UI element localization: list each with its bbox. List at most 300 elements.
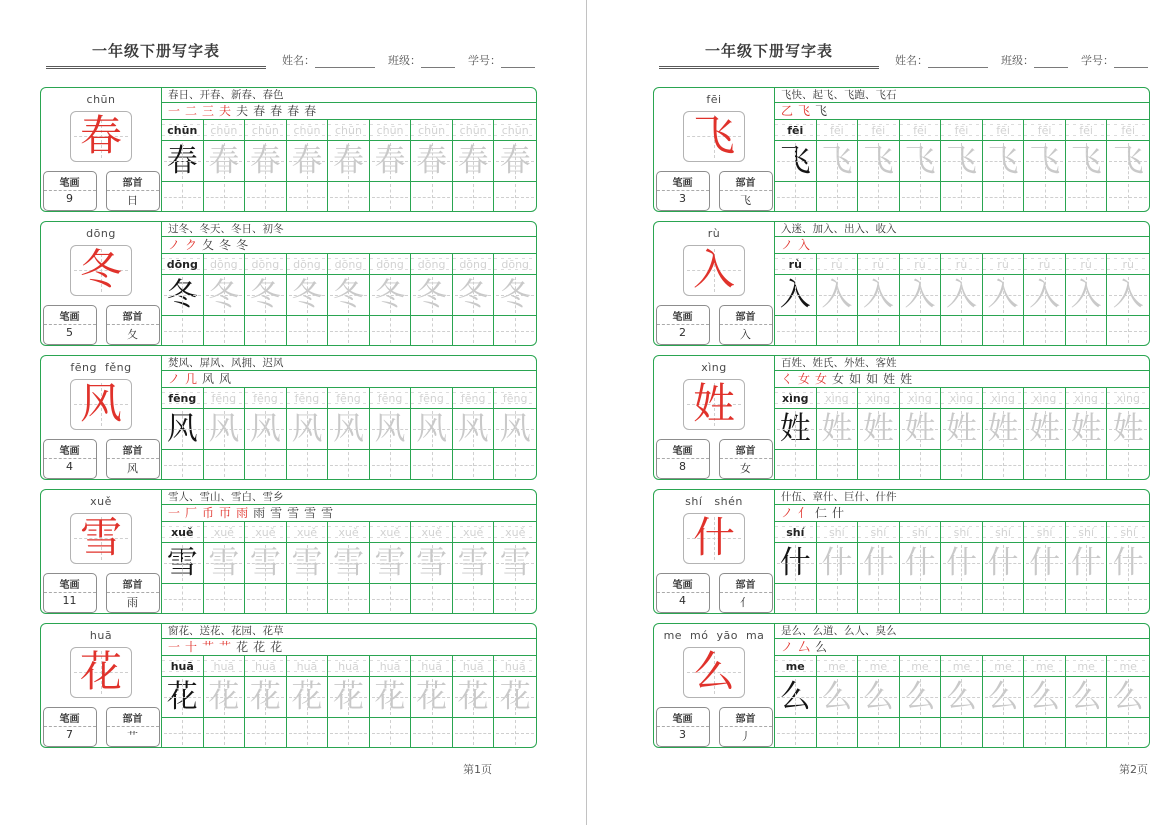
stroke-order-row: [162, 371, 536, 388]
main-character: 春: [79, 111, 122, 161]
char-cell: 入: [900, 275, 942, 315]
character-block-dong: [40, 221, 537, 346]
stroke-step: 帀: [219, 506, 232, 520]
char-cell: 么: [858, 677, 900, 717]
practice-cell: [370, 316, 412, 345]
info-row: [43, 439, 160, 479]
char-cell: 花: [494, 677, 536, 717]
char-cell: 姓: [858, 409, 900, 449]
practice-cell: [983, 182, 1025, 211]
stroke-count-value: 2: [679, 326, 686, 339]
stroke-step: 雨: [236, 506, 249, 520]
stroke-count-label: 笔画: [44, 574, 96, 593]
char-cell: 飞: [775, 141, 817, 181]
practice-cell: [900, 450, 942, 479]
practice-cell: [1066, 316, 1108, 345]
name-label: 姓名：: [895, 54, 928, 67]
char-cell: 飞: [1066, 141, 1108, 181]
pinyin-cell: rù: [1024, 254, 1066, 274]
character-block-fei: [653, 87, 1150, 212]
practice-cell: [941, 316, 983, 345]
pinyin-cell: xìng: [1066, 388, 1108, 408]
left-panel: [654, 88, 774, 211]
practice-cell: [287, 718, 329, 747]
pinyin-label: xìng: [701, 361, 727, 374]
stroke-count-value: 3: [679, 728, 686, 741]
stroke-count-label: 笔画: [44, 708, 96, 727]
character-box: [683, 513, 745, 565]
stroke-count-box: [43, 171, 97, 211]
radical-value: 丿: [740, 730, 751, 743]
practice-cell: [370, 450, 412, 479]
practice-cell: [453, 718, 495, 747]
stroke-step: 几: [185, 372, 198, 386]
info-row: [656, 707, 773, 747]
pinyin-cell: fēi: [983, 120, 1025, 140]
stroke-step: 二: [185, 104, 198, 118]
radical-label: 部首: [720, 708, 772, 727]
char-cell: 花: [162, 677, 204, 717]
class-blank: [1034, 56, 1068, 68]
practice-cell: [1024, 450, 1066, 479]
stroke-step: 一: [168, 506, 181, 520]
pinyin-cell: xuě: [328, 522, 370, 542]
practice-cell: [1066, 182, 1108, 211]
practice-cell: [370, 584, 412, 613]
stroke-step: 亻: [798, 506, 811, 520]
stroke-step: 飞: [798, 104, 811, 118]
char-cell: 什: [941, 543, 983, 583]
practice-cell: [983, 316, 1025, 345]
stroke-step: 花: [236, 640, 249, 654]
practice-cell: [411, 718, 453, 747]
radical-box: [719, 573, 773, 613]
stroke-step: 风: [219, 372, 232, 386]
char-cell: 雪: [328, 543, 370, 583]
title-underline: [46, 40, 266, 69]
character-box: [683, 245, 745, 297]
practice-cell: [900, 182, 942, 211]
pinyin-cell: fēng: [370, 388, 412, 408]
practice-cell: [983, 450, 1025, 479]
practice-cell: [941, 584, 983, 613]
char-cell: 花: [411, 677, 453, 717]
char-cell: 花: [245, 677, 287, 717]
stroke-count-box: [656, 171, 710, 211]
stroke-order-row: [162, 237, 536, 254]
char-cell: 春: [453, 141, 495, 181]
stroke-count-box: [43, 573, 97, 613]
pinyin-cell: huā: [245, 656, 287, 676]
practice-cell: [328, 718, 370, 747]
stroke-count-box: [656, 573, 710, 613]
stroke-step: 雪: [304, 506, 317, 520]
stroke-step: 春: [270, 104, 283, 118]
stroke-step: 夫: [236, 104, 249, 118]
practice-grid: [161, 356, 536, 479]
pinyin-label: fēi: [706, 93, 722, 106]
practice-cell: [453, 584, 495, 613]
main-character: 冬: [79, 245, 122, 295]
char-cell: 入: [817, 275, 859, 315]
pinyin-cell: dōng: [453, 254, 495, 274]
practice-cell: [245, 450, 287, 479]
practice-cell: [858, 718, 900, 747]
practice-cell: [817, 718, 859, 747]
pinyin-cell: xuě: [287, 522, 329, 542]
pinyin-cell: fēi: [1107, 120, 1149, 140]
stroke-count-value: 9: [66, 192, 73, 205]
char-cell: 冬: [370, 275, 412, 315]
pinyin-cell: fēng: [494, 388, 536, 408]
practice-cell: [370, 718, 412, 747]
char-cell: 飞: [1024, 141, 1066, 181]
class-label: 班级：: [388, 54, 421, 67]
char-cell: 春: [287, 141, 329, 181]
char-cell: 雪: [162, 543, 204, 583]
pinyin-cell: xìng: [900, 388, 942, 408]
radical-label: 部首: [720, 440, 772, 459]
practice-cell: [287, 316, 329, 345]
student-id-field: [1081, 52, 1148, 68]
stroke-step: 雨: [253, 506, 266, 520]
stroke-step: ノ: [781, 640, 794, 654]
stroke-order-row: [775, 639, 1149, 656]
radical-box: [719, 439, 773, 479]
practice-cell: [1107, 584, 1149, 613]
char-cell: 入: [1107, 275, 1149, 315]
char-cell: 冬: [204, 275, 246, 315]
stroke-step: く: [781, 372, 794, 386]
practice-cell: [858, 450, 900, 479]
example-words: 春日、开春、新春、春色: [162, 88, 536, 103]
practice-grid: [161, 490, 536, 613]
pinyin-cell: me: [817, 656, 859, 676]
practice-cell: [453, 450, 495, 479]
stroke-step: ノ: [781, 238, 794, 252]
stroke-count-label: 笔画: [44, 440, 96, 459]
info-row: [43, 305, 160, 345]
pinyin-cell: me: [900, 656, 942, 676]
char-cell: 花: [328, 677, 370, 717]
pinyin-cell: dōng: [287, 254, 329, 274]
practice-cell: [411, 182, 453, 211]
char-cell: 冬: [494, 275, 536, 315]
stroke-step: 入: [798, 238, 811, 252]
pinyin-cell: xìng: [817, 388, 859, 408]
page-title: 一年级下册写字表: [704, 42, 833, 60]
practice-cell: [328, 182, 370, 211]
pinyin-row: [775, 388, 1149, 409]
page-header: [653, 0, 1150, 87]
pinyin-cell: rù: [858, 254, 900, 274]
practice-cell: [775, 718, 817, 747]
left-panel: [654, 222, 774, 345]
char-cell: 入: [1024, 275, 1066, 315]
radical-value: 女: [740, 462, 751, 475]
radical-box: [106, 305, 160, 345]
stroke-order-row: [162, 639, 536, 656]
radical-label: 部首: [107, 306, 159, 325]
stroke-count-value: 7: [66, 728, 73, 741]
empty-practice-row: [162, 182, 536, 211]
pinyin-cell: xìng: [941, 388, 983, 408]
stroke-count-label: 笔画: [657, 172, 709, 191]
character-block-shi: [653, 489, 1150, 614]
name-fields: [895, 52, 1148, 68]
stroke-step: 飞: [815, 104, 828, 118]
pinyin-cell: rù: [983, 254, 1025, 274]
character-block-xue: [40, 489, 537, 614]
page-number: 第1页: [463, 763, 492, 776]
name-fields: [282, 52, 535, 68]
trace-row: [162, 543, 536, 584]
stroke-count-value: 4: [679, 594, 686, 607]
pinyin-row: [775, 254, 1149, 275]
stroke-step: 厂: [185, 506, 198, 520]
stroke-step: 姓: [883, 372, 896, 386]
pinyin-cell: xuě: [370, 522, 412, 542]
pinyin-cell: chūn: [494, 120, 536, 140]
radical-label: 部首: [107, 574, 159, 593]
main-character: 雪: [79, 513, 122, 563]
page-number: 第2页: [1119, 763, 1148, 776]
practice-cell: [453, 316, 495, 345]
trace-row: [775, 543, 1149, 584]
info-row: [656, 573, 773, 613]
char-cell: 么: [817, 677, 859, 717]
example-words: 入迷、加入、出入、收入: [775, 222, 1149, 237]
stroke-count-value: 11: [62, 594, 77, 607]
char-cell: 什: [983, 543, 1025, 583]
char-cell: 雪: [411, 543, 453, 583]
empty-practice-row: [775, 450, 1149, 479]
practice-grid: [774, 88, 1149, 211]
practice-cell: [941, 182, 983, 211]
pinyin-cell: rù: [1107, 254, 1149, 274]
pinyin-cell: xuě: [494, 522, 536, 542]
stroke-count-label: 笔画: [657, 440, 709, 459]
pinyin-row: [162, 656, 536, 677]
stroke-step: 么: [815, 640, 828, 654]
char-cell: 春: [162, 141, 204, 181]
name-blank: [315, 56, 375, 68]
pinyin-row: [775, 656, 1149, 677]
practice-cell: [900, 718, 942, 747]
practice-cell: [162, 450, 204, 479]
stroke-count-box: [43, 707, 97, 747]
radical-value: 艹: [127, 730, 138, 743]
practice-cell: [1066, 450, 1108, 479]
stroke-step: 币: [202, 506, 215, 520]
practice-cell: [287, 182, 329, 211]
char-cell: 入: [983, 275, 1025, 315]
char-cell: 冬: [245, 275, 287, 315]
radical-value: 入: [740, 328, 751, 341]
character-box: [70, 513, 132, 565]
stroke-step: 十: [185, 640, 198, 654]
info-row: [656, 439, 773, 479]
pinyin-cell: chūn: [287, 120, 329, 140]
character-box: [70, 111, 132, 163]
pinyin-cell: fēng: [411, 388, 453, 408]
practice-cell: [494, 718, 536, 747]
stroke-step: 雪: [321, 506, 334, 520]
character-block-chun: [40, 87, 537, 212]
char-cell: 风: [287, 409, 329, 449]
pinyin-cell: me: [858, 656, 900, 676]
practice-cell: [1107, 182, 1149, 211]
practice-cell: [494, 316, 536, 345]
pinyin-cell: chūn: [328, 120, 370, 140]
page-title: 一年级下册写字表: [91, 42, 220, 60]
practice-cell: [817, 316, 859, 345]
trace-row: [775, 141, 1149, 182]
char-cell: 冬: [328, 275, 370, 315]
stroke-step: 如: [866, 372, 879, 386]
practice-cell: [817, 182, 859, 211]
main-character: 么: [692, 647, 735, 697]
trace-row: [162, 677, 536, 718]
pinyin-cell: xuě: [245, 522, 287, 542]
character-block-feng: [40, 355, 537, 480]
char-cell: 风: [245, 409, 287, 449]
char-cell: 花: [370, 677, 412, 717]
pinyin-cell: fēng: [453, 388, 495, 408]
title-underline: [659, 40, 879, 69]
radical-box: [719, 707, 773, 747]
char-cell: 风: [453, 409, 495, 449]
stroke-step: 艹: [202, 640, 215, 654]
pinyin-cell: fēi: [858, 120, 900, 140]
practice-cell: [411, 316, 453, 345]
stroke-count-box: [43, 305, 97, 345]
practice-cell: [204, 718, 246, 747]
pinyin-cell: huā: [204, 656, 246, 676]
stroke-step: 姓: [900, 372, 913, 386]
left-panel: [654, 490, 774, 613]
main-character: 花: [79, 647, 122, 697]
stroke-order-row: [775, 103, 1149, 120]
pinyin-cell: xìng: [858, 388, 900, 408]
practice-cell: [204, 450, 246, 479]
student-id-label: 学号：: [1081, 54, 1114, 67]
practice-cell: [858, 584, 900, 613]
pinyin-cell: huā: [411, 656, 453, 676]
example-words: 百姓、姓氏、外姓、客姓: [775, 356, 1149, 371]
trace-row: [775, 409, 1149, 450]
radical-label: 部首: [107, 172, 159, 191]
practice-grid: [161, 624, 536, 747]
pinyin-cell: fēng: [204, 388, 246, 408]
char-cell: 什: [858, 543, 900, 583]
char-cell: 姓: [983, 409, 1025, 449]
stroke-step: 如: [849, 372, 862, 386]
info-row: [656, 305, 773, 345]
practice-grid: [774, 624, 1149, 747]
stroke-step: 三: [202, 104, 215, 118]
practice-grid: [774, 490, 1149, 613]
practice-cell: [1024, 718, 1066, 747]
char-cell: 雪: [245, 543, 287, 583]
main-character: 飞: [692, 111, 735, 161]
pinyin-cell: fēng: [328, 388, 370, 408]
left-panel: [654, 356, 774, 479]
stroke-count-box: [43, 439, 97, 479]
pinyin-cell: xuě: [411, 522, 453, 542]
pinyin-cell: huā: [453, 656, 495, 676]
char-cell: 什: [900, 543, 942, 583]
pinyin-cell: chūn: [245, 120, 287, 140]
stroke-count-label: 笔画: [44, 172, 96, 191]
char-cell: 姓: [1107, 409, 1149, 449]
radical-label: 部首: [720, 574, 772, 593]
stroke-step: 夫: [219, 104, 232, 118]
stroke-step: 春: [287, 104, 300, 118]
pinyin-cell: me: [941, 656, 983, 676]
empty-practice-row: [162, 584, 536, 613]
pinyin-cell: shí: [1066, 522, 1108, 542]
pinyin-cell: rù: [900, 254, 942, 274]
radical-value: 雨: [127, 596, 138, 609]
char-cell: 飞: [1107, 141, 1149, 181]
stroke-count-box: [656, 439, 710, 479]
char-cell: 什: [1107, 543, 1149, 583]
stroke-count-box: [656, 305, 710, 345]
class-field: [1001, 52, 1068, 68]
pinyin-cell: dōng: [370, 254, 412, 274]
char-cell: 么: [775, 677, 817, 717]
char-cell: 什: [1024, 543, 1066, 583]
char-cell: 春: [411, 141, 453, 181]
main-character: 姓: [692, 379, 735, 429]
character-block-me: [653, 623, 1150, 748]
practice-cell: [858, 182, 900, 211]
pinyin-cell: me: [983, 656, 1025, 676]
pinyin-cell: fēng: [287, 388, 329, 408]
pinyin-cell: huā: [328, 656, 370, 676]
stroke-step: 夂: [202, 238, 215, 252]
stroke-step: 花: [270, 640, 283, 654]
example-words: 飞快、起飞、飞跑、飞石: [775, 88, 1149, 103]
practice-cell: [494, 584, 536, 613]
char-cell: 雪: [453, 543, 495, 583]
radical-label: 部首: [107, 708, 159, 727]
char-cell: 春: [494, 141, 536, 181]
pinyin-cell: huā: [287, 656, 329, 676]
practice-cell: [1024, 182, 1066, 211]
student-id-field: [468, 52, 535, 68]
stroke-count-label: 笔画: [44, 306, 96, 325]
practice-cell: [941, 450, 983, 479]
char-cell: 雪: [370, 543, 412, 583]
empty-practice-row: [162, 450, 536, 479]
char-cell: 花: [287, 677, 329, 717]
practice-grid: [161, 88, 536, 211]
radical-value: 夂: [127, 328, 138, 341]
stroke-step: 风: [202, 372, 215, 386]
page-2: [653, 0, 1150, 777]
practice-cell: [411, 450, 453, 479]
practice-cell: [1066, 584, 1108, 613]
practice-grid: [774, 222, 1149, 345]
pinyin-cell: huā: [162, 656, 204, 676]
character-block-xing: [653, 355, 1150, 480]
stroke-count-value: 3: [679, 192, 686, 205]
stroke-order-row: [775, 237, 1149, 254]
char-cell: 冬: [411, 275, 453, 315]
char-cell: 花: [204, 677, 246, 717]
